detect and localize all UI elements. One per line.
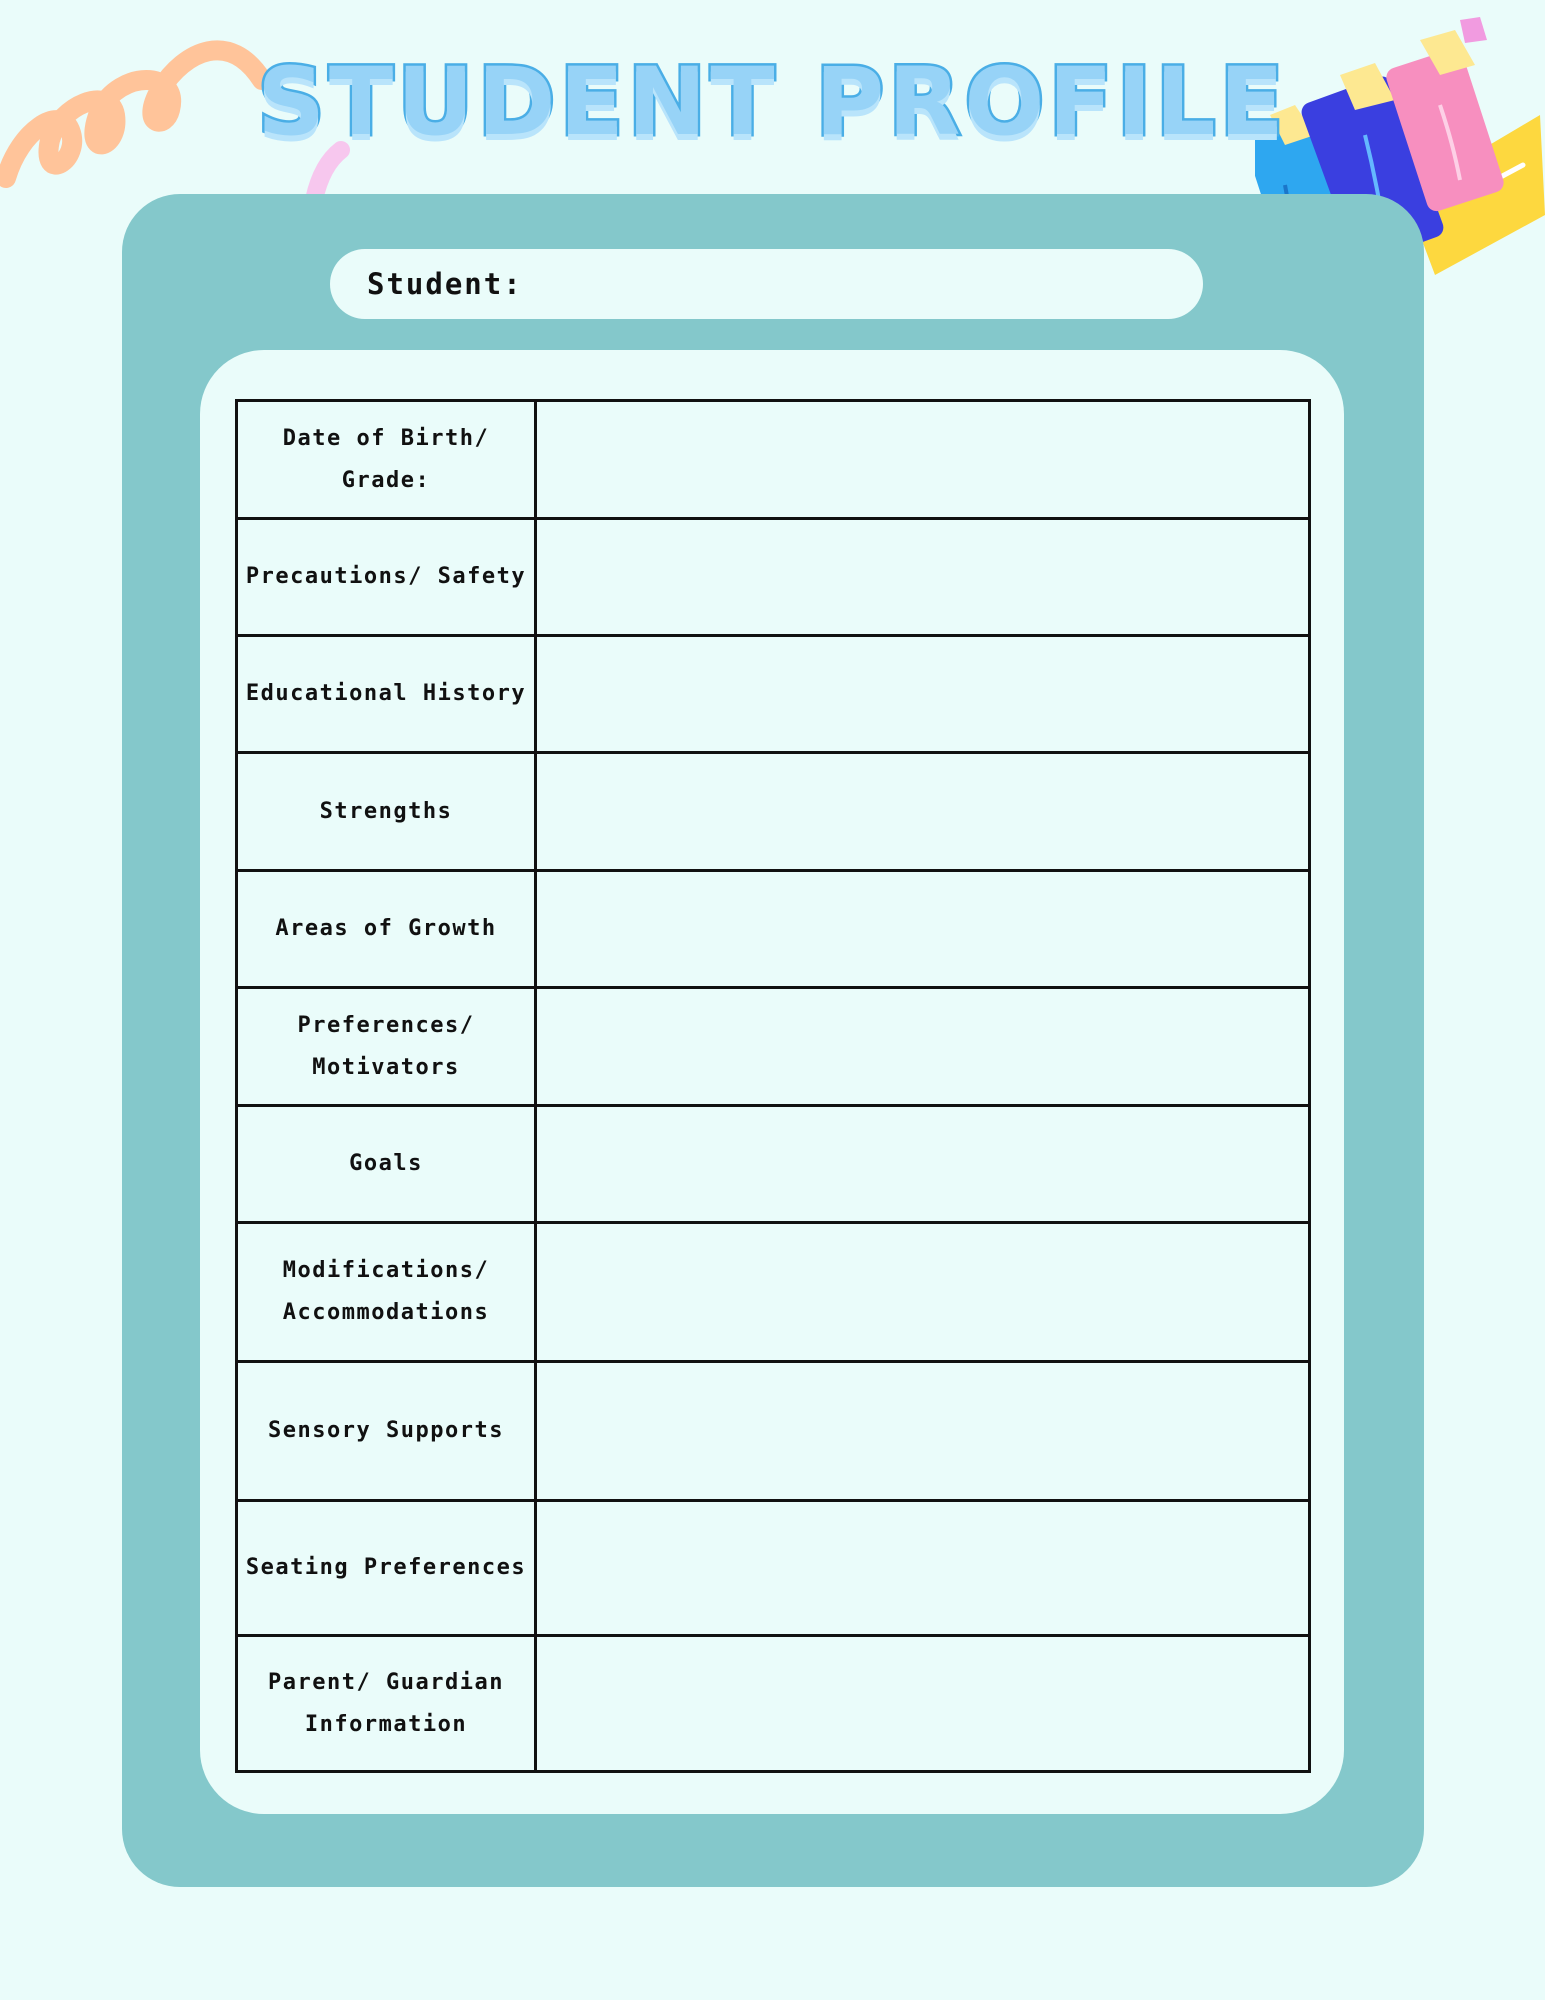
row-value-field[interactable] bbox=[536, 988, 1310, 1106]
table-row bbox=[237, 519, 1310, 636]
row-label: Precautions/ Safety bbox=[237, 519, 536, 636]
row-label: Sensory Supports bbox=[237, 1362, 536, 1501]
table-row bbox=[237, 988, 1310, 1106]
row-label: Educational History bbox=[237, 636, 536, 753]
student-label: Student: bbox=[367, 267, 523, 301]
row-label: Modifications/ Accommodations bbox=[237, 1223, 536, 1362]
profile-table bbox=[235, 399, 1311, 1773]
table-row bbox=[237, 1223, 1310, 1362]
row-label: Areas of Growth bbox=[237, 871, 536, 988]
row-value-field[interactable] bbox=[536, 519, 1310, 636]
row-value-field[interactable] bbox=[536, 753, 1310, 871]
student-field[interactable] bbox=[330, 249, 1203, 319]
row-label: Date of Birth/ Grade: bbox=[237, 401, 536, 519]
table-row bbox=[237, 753, 1310, 871]
row-value-field[interactable] bbox=[536, 871, 1310, 988]
row-value-field[interactable] bbox=[536, 1223, 1310, 1362]
table-row bbox=[237, 401, 1310, 519]
row-value-field[interactable] bbox=[536, 1106, 1310, 1223]
row-value-field[interactable] bbox=[536, 1636, 1310, 1772]
table-row bbox=[237, 1636, 1310, 1772]
table-row bbox=[237, 1106, 1310, 1223]
row-label: Goals bbox=[237, 1106, 536, 1223]
row-value-field[interactable] bbox=[536, 636, 1310, 753]
table-row bbox=[237, 1362, 1310, 1501]
row-value-field[interactable] bbox=[536, 401, 1310, 519]
table-row bbox=[237, 636, 1310, 753]
row-label: Preferences/ Motivators bbox=[237, 988, 536, 1106]
row-value-field[interactable] bbox=[536, 1362, 1310, 1501]
row-label: Parent/ Guardian Information bbox=[237, 1636, 536, 1772]
table-row bbox=[237, 871, 1310, 988]
table-row bbox=[237, 1501, 1310, 1636]
row-value-field[interactable] bbox=[536, 1501, 1310, 1636]
row-label: Strengths bbox=[237, 753, 536, 871]
row-label: Seating Preferences bbox=[237, 1501, 536, 1636]
page-title: STUDENT PROFILE bbox=[257, 48, 1288, 157]
